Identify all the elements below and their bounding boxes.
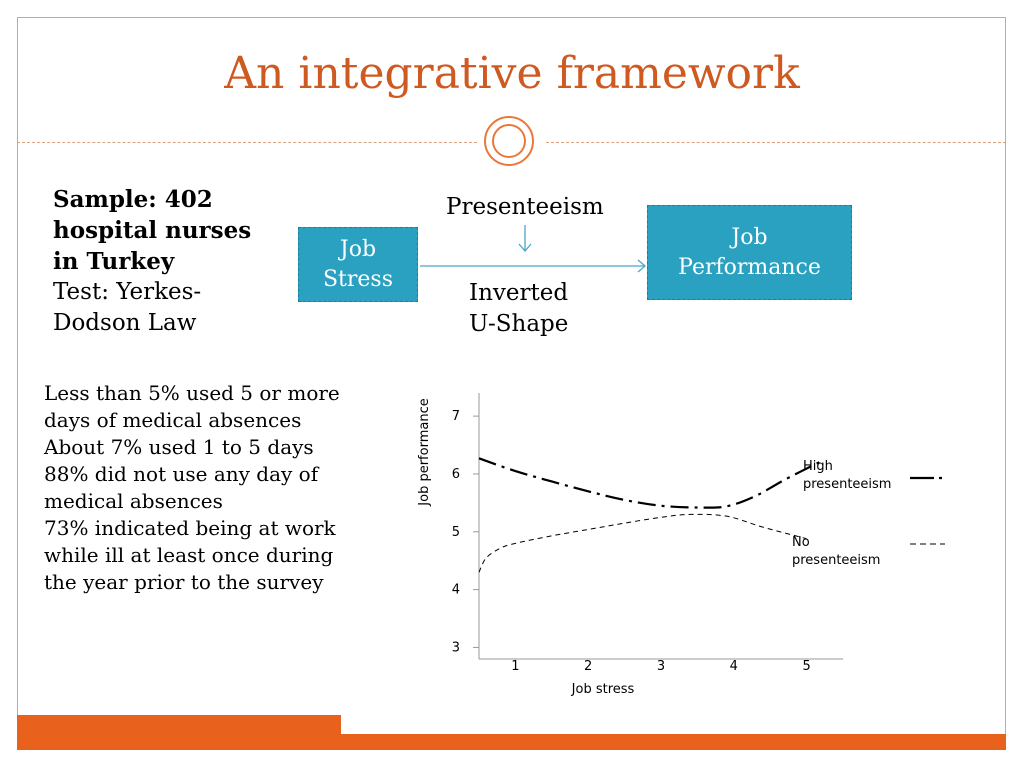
legend-high-label-line1: High [803,459,833,474]
y-tick-label: 5 [451,524,460,540]
footer-bar-right [341,734,1006,750]
slide-title: An integrative framework [224,48,800,99]
x-tick-label: 1 [511,659,520,674]
footer-bar-left [17,715,341,750]
test-line: Test: Yerkes-Dodson Law [53,279,202,336]
stat-item: 88% did not use any day of medical absences [44,462,319,513]
stat-item: Less than 5% used 5 or more days of medical absences [44,381,340,432]
stat-item: About 7% used 1 to 5 days [44,435,314,459]
sample-line: Sample: 402 hospital nurses in Turkey [53,186,252,275]
y-tick-label: 7 [451,409,460,425]
x-tick-label: 4 [729,659,738,674]
x-tick-label: 2 [584,659,593,674]
inverted-u-label: Inverted U-Shape [469,280,569,337]
x-axis-label: Job stress [571,682,635,697]
job-performance-box: Job Performance [647,205,852,300]
y-axis-label: Job performance [417,398,432,506]
series-line-high-presenteeism [479,458,821,507]
series-line-no-presenteeism [479,514,807,572]
x-tick-label: 3 [656,659,666,674]
job-stress-box: Job Stress [298,227,418,302]
y-tick-label: 6 [451,466,460,482]
stat-item: 73% indicated being at work while ill at least once during the year prior to the survey [44,516,336,594]
y-tick-label: 3 [451,640,460,656]
y-tick-label: 4 [451,582,460,598]
legend-no-label-line2: presenteeism [792,553,881,568]
legend-no-label-line1: No [792,535,810,550]
presenteeism-label: Presenteeism [446,194,604,220]
legend-high-label-line2: presenteeism [803,477,892,492]
x-tick-label: 5 [802,659,811,674]
